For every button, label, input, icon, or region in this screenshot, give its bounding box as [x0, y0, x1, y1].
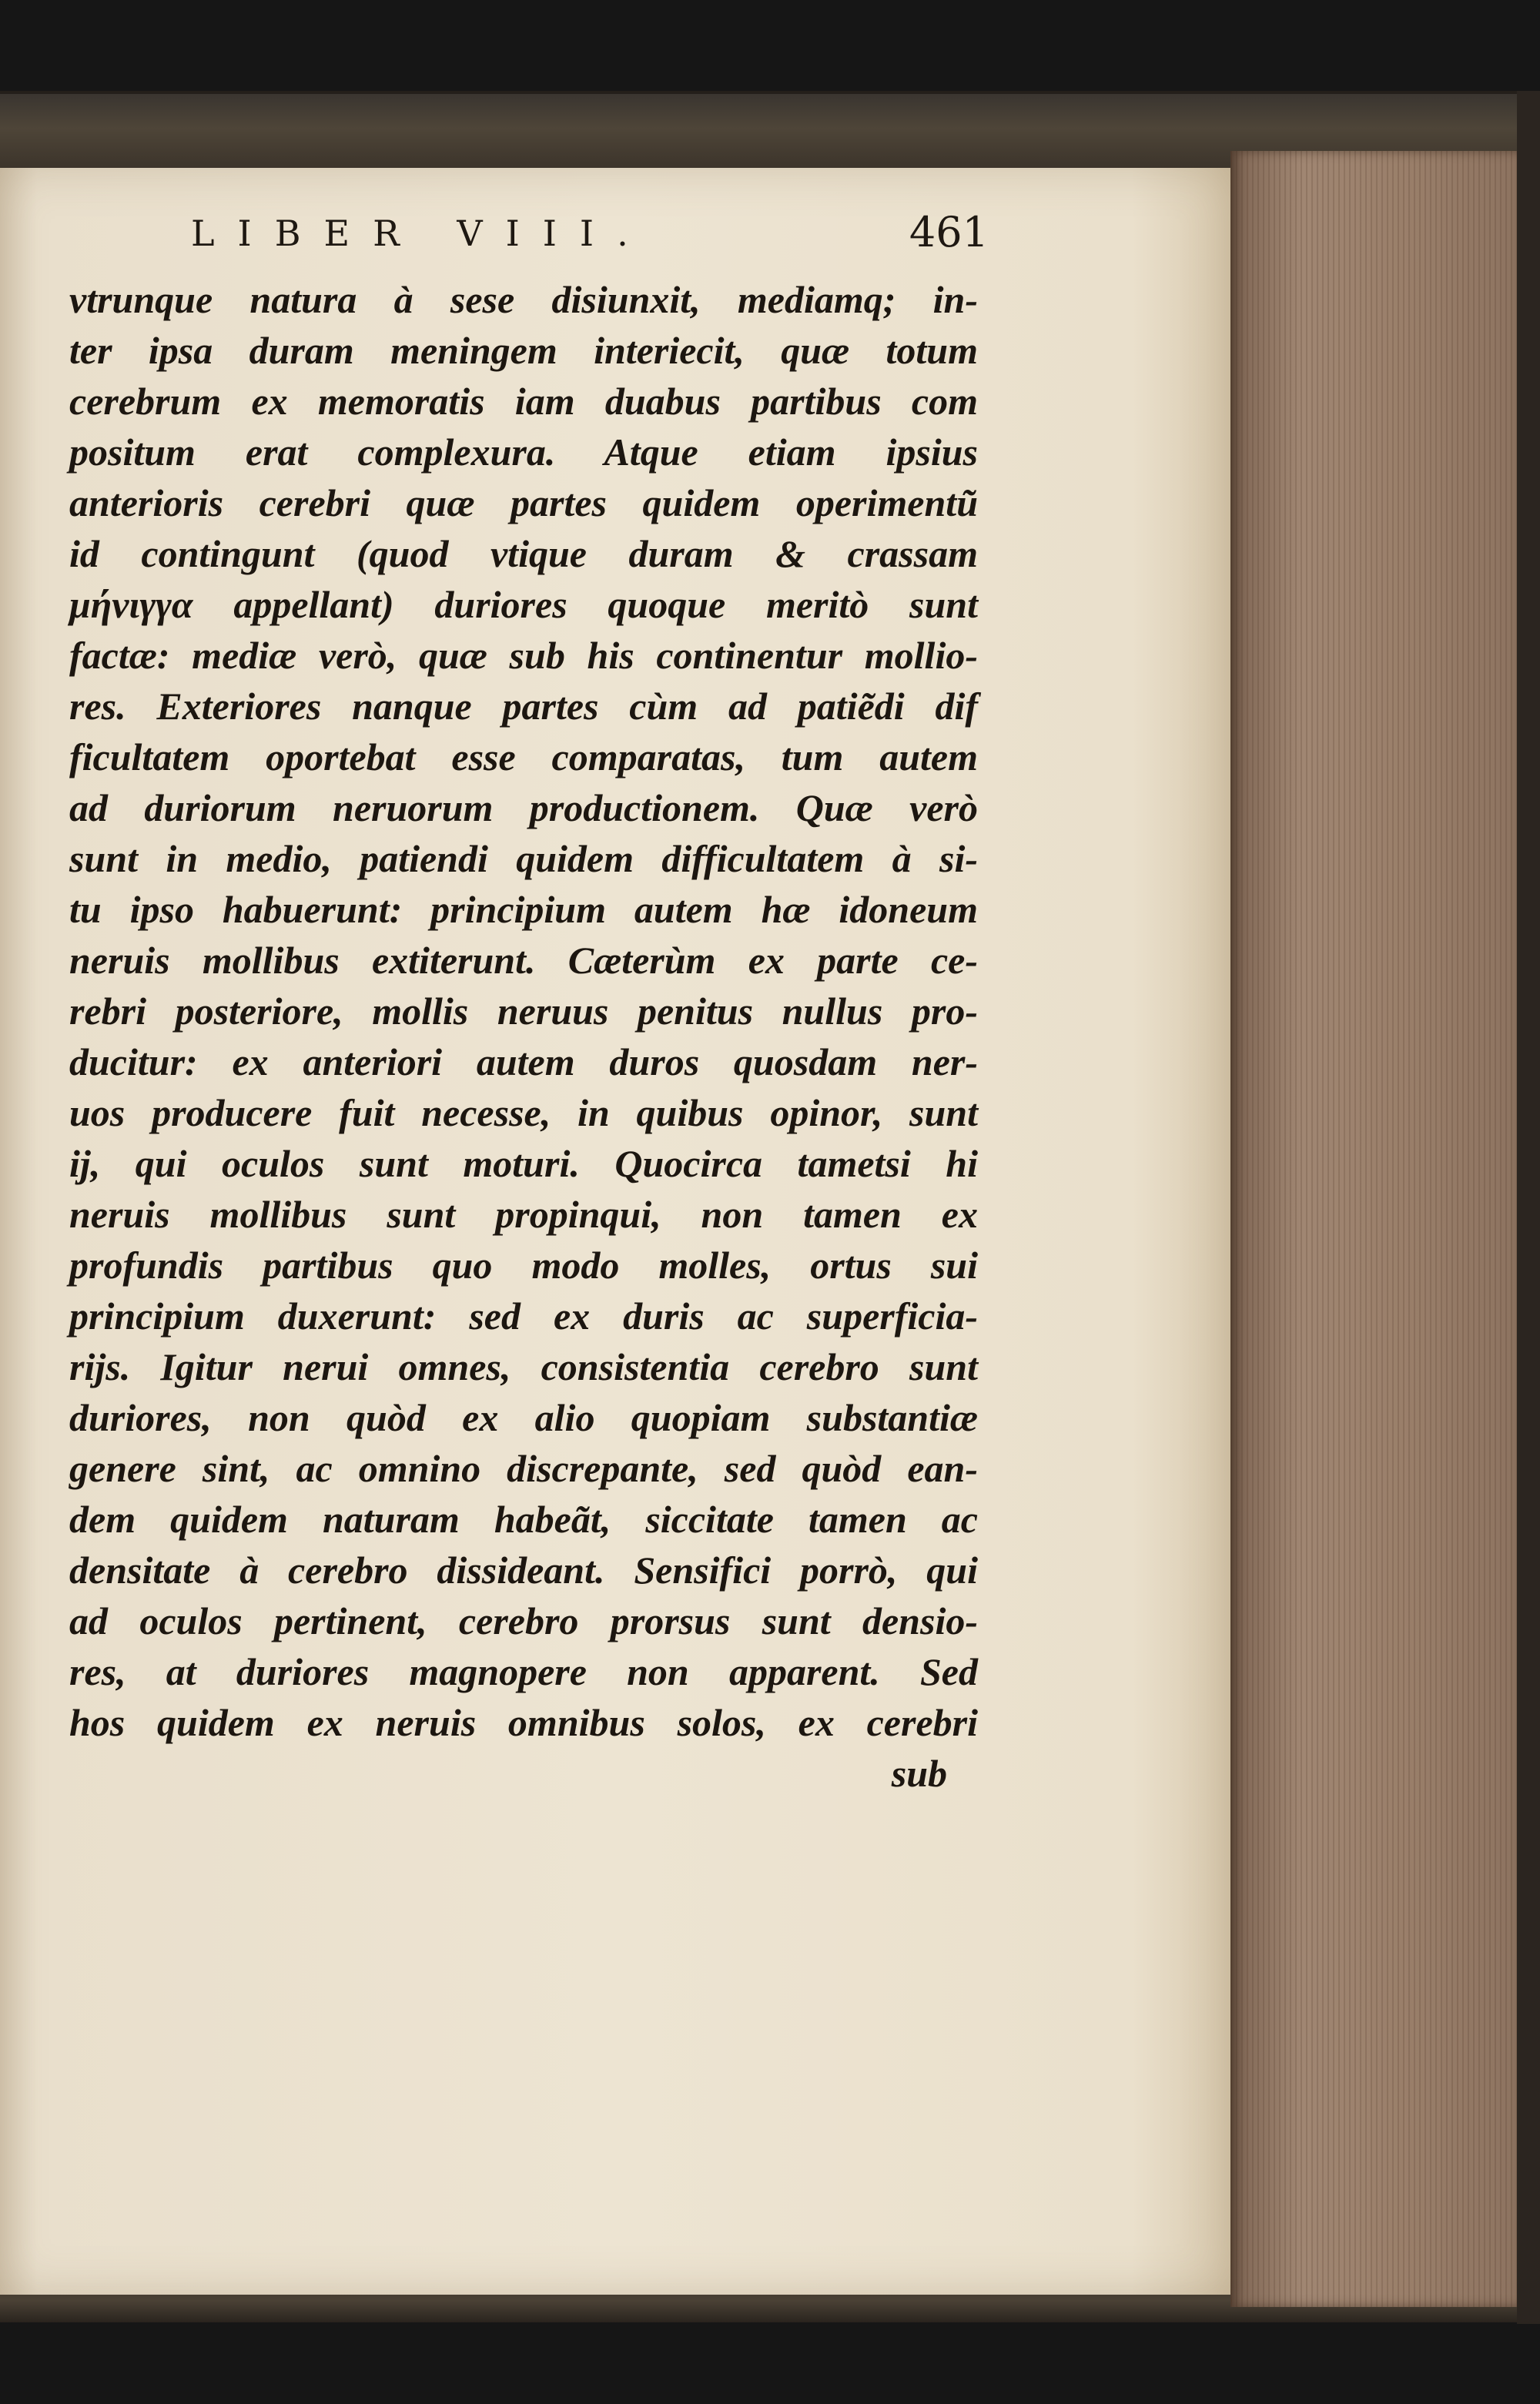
text-line: res. Exteriores nanque partes cùm ad patiẽdi dif	[69, 685, 978, 728]
text-line: hos quidem ex neruis omnibus solos, ex cerebri	[69, 1701, 978, 1744]
text-line: dem quidem naturam habeãt, siccitate tamen ac	[69, 1498, 978, 1541]
text-line: cerebrum ex memoratis iam duabus partibus com	[69, 380, 978, 423]
text-line: ij, qui oculos sunt moturi. Quocirca tametsi hi	[69, 1142, 978, 1185]
text-line: anterioris cerebri quæ partes quidem operimentũ	[69, 481, 978, 524]
page-number: 461	[909, 208, 989, 256]
running-head	[191, 208, 989, 268]
text-line: ad oculos pertinent, cerebro prorsus sunt densio-	[69, 1599, 978, 1642]
text-line: neruis mollibus extiterunt. Cæterùm ex parte ce-	[69, 939, 978, 982]
text-line: densitate à cerebro dissideant. Sensifici porrò, qui	[69, 1549, 978, 1592]
text-line: res, at duriores magnopere non apparent. Sed	[69, 1650, 978, 1693]
text-line: rebri posteriore, mollis neruus penitus nullus pro-	[69, 989, 978, 1033]
text-line: ad duriorum neruorum productionem. Quæ verò	[69, 786, 978, 829]
text-line: neruis mollibus sunt propinqui, non tamen ex	[69, 1193, 978, 1236]
text-line: vtrunque natura à sese disiunxit, mediamq; in-	[69, 278, 978, 321]
body-text	[69, 274, 978, 1799]
text-line: id contingunt (quod vtique duram & crassam	[69, 532, 978, 575]
text-line: uos producere fuit necesse, in quibus opinor, sunt	[69, 1091, 978, 1134]
text-line: positum erat complexura. Atque etiam ipsius	[69, 430, 978, 474]
running-head-title: LIBER VIII.	[191, 213, 651, 254]
text-line: μήνιγγα appellant) duriores quoque meritò sunt	[69, 583, 978, 626]
text-line: principium duxerunt: sed ex duris ac superficia-	[69, 1294, 978, 1338]
text-line: sunt in medio, patiendi quidem difficultatem à si-	[69, 837, 978, 880]
text-line: profundis partibus quo modo molles, ortus sui	[69, 1244, 978, 1287]
catchword: sub	[891, 1752, 947, 1795]
book-cover-edge	[1517, 91, 1540, 2324]
text-line: rijs. Igitur nerui omnes, consistentia cerebro sunt	[69, 1345, 978, 1388]
page-stack-fore-edge	[1230, 151, 1517, 2307]
text-line: ter ipsa duram meningem interiecit, quæ totum	[69, 329, 978, 372]
text-line: factæ: mediæ verò, quæ sub his continentur mollio-	[69, 634, 978, 677]
text-line: genere sint, ac omnino discrepante, sed quòd ean-	[69, 1447, 978, 1490]
text-line: tu ipso habuerunt: principium autem hæ idoneum	[69, 888, 978, 931]
text-line: duriores, non quòd ex alio quopiam substantiæ	[69, 1396, 978, 1439]
text-line: ficultatem oportebat esse comparatas, tum autem	[69, 735, 978, 778]
text-line: ducitur: ex anteriori autem duros quosdam ner-	[69, 1040, 978, 1083]
